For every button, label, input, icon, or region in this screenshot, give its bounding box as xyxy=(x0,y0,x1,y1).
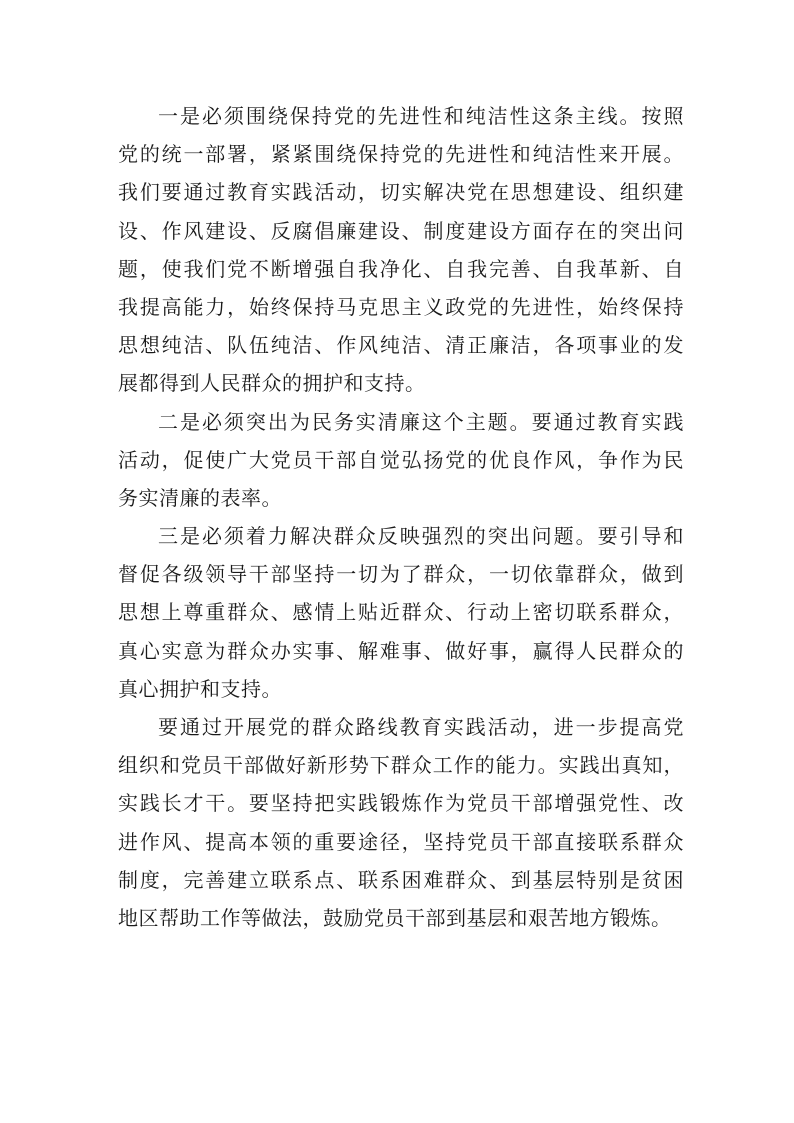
paragraph-line: 督促各级领导干部坚持一切为了群众，一切依靠群众，做到 xyxy=(118,562,684,587)
paragraph-line: 题，使我们党不断增强自我净化、自我完善、自我革新、自 xyxy=(118,256,684,281)
paragraph-line: 真心拥护和支持。 xyxy=(118,676,282,701)
paragraph-line: 一是必须围绕保持党的先进性和纯洁性这条主线。按照 xyxy=(158,104,684,128)
paragraph-line: 思想上尊重群众、感情上贴近群众、行动上密切联系群众， xyxy=(118,600,684,625)
paragraph-line: 设、作风建设、反腐倡廉建设、制度建设方面存在的突出问 xyxy=(118,218,684,243)
paragraph-3 xyxy=(118,517,684,708)
document-body xyxy=(118,97,684,937)
paragraph-line: 我们要通过教育实践活动，切实解决党在思想建设、组织建 xyxy=(118,180,684,205)
paragraph-line: 展都得到人民群众的拥护和支持。 xyxy=(118,371,426,396)
paragraph-2 xyxy=(118,403,684,518)
paragraph-line: 实践长才干。要坚持把实践锻炼作为党员干部增强党性、改 xyxy=(118,791,684,816)
paragraph-line: 思想纯洁、队伍纯洁、作风纯洁、清正廉洁，各项事业的发 xyxy=(118,333,684,358)
paragraph-line: 活动，促使广大党员干部自觉弘扬党的优良作风，争作为民 xyxy=(118,447,684,472)
paragraph-1 xyxy=(118,97,684,403)
paragraph-line: 要通过开展党的群众路线教育实践活动，进一步提高党 xyxy=(158,715,684,739)
paragraph-line: 组织和党员干部做好新形势下群众工作的能力。实践出真知， xyxy=(118,753,684,778)
paragraph-4 xyxy=(118,708,684,937)
paragraph-line: 进作风、提高本领的重要途径，坚持党员干部直接联系群众 xyxy=(118,829,684,854)
paragraph-line: 真心实意为群众办实事、解难事、做好事，赢得人民群众的 xyxy=(118,638,684,663)
paragraph-line: 我提高能力，始终保持马克思主义政党的先进性，始终保持 xyxy=(118,294,684,319)
paragraph-line: 务实清廉的表率。 xyxy=(118,485,282,510)
paragraph-line: 地区帮助工作等做法，鼓励党员干部到基层和艰苦地方锻炼。 xyxy=(118,905,672,930)
paragraph-line: 二是必须突出为民务实清廉这个主题。要通过教育实践 xyxy=(158,409,684,434)
paragraph-line: 制度，完善建立联系点、联系困难群众、到基层特别是贫困 xyxy=(118,867,684,892)
paragraph-line: 三是必须着力解决群众反映强烈的突出问题。要引导和 xyxy=(158,524,684,549)
paragraph-line: 党的统一部署，紧紧围绕保持党的先进性和纯洁性来开展。 xyxy=(118,142,684,167)
